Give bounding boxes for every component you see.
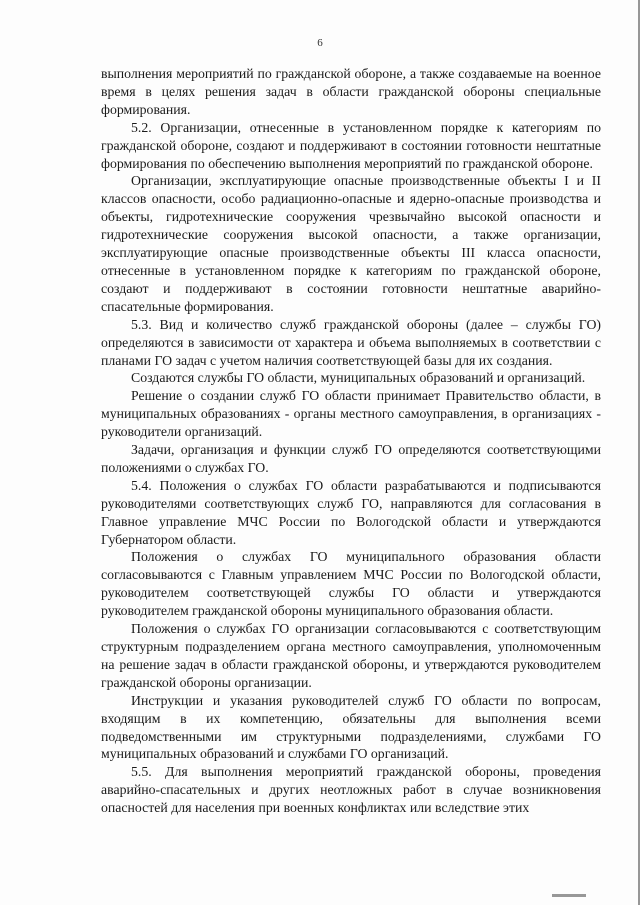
paragraph-instructions: Инструкции и указания руководителей служб ГО области по вопросам, входящим в их компетенцию, обязательны для выполнения всеми подведомственными им структурными подразделениями, службами ГО муниципальных образований и службами ГО организаций.	[101, 692, 601, 762]
paragraph-5-4: 5.4. Положения о службах ГО области разрабатываются и подписываются руководителями соответствующих служб ГО, направляются для согласования в Главное управление МЧС России по Вологодской области и утверждаются Губернатором области.	[101, 477, 601, 547]
paragraph-organization-regulations: Положения о службах ГО организации согласовываются с соответствующим структурным подразделением органа местного самоуправления, уполномоченным на решение задач в области гражданской обороны, и утверждаются руководителем гражданской обороны организации.	[101, 621, 601, 690]
page-number: 6	[317, 37, 323, 49]
paragraph-5-5: 5.5. Для выполнения мероприятий гражданской обороны, проведения аварийно-спасательных и других неотложных работ в случае возникновения опасностей для населения при военных конфликтах или вследствие этих	[101, 764, 601, 816]
document-body	[101, 65, 601, 817]
paragraph-tasks: Задачи, организация и функции служб ГО определяются соответствующими положениями о службах ГО.	[101, 442, 601, 475]
scan-artifact-mark	[552, 894, 586, 897]
paragraph-decision: Решение о создании служб ГО области принимает Правительство области, в муниципальных образованиях - органы местного самоуправления, в организациях - руководители организаций.	[101, 388, 601, 440]
paragraph-5-2: 5.2. Организации, отнесенные в установленном порядке к категориям по гражданской обороне, создают и поддерживают в состоянии готовности нештатные формирования по обеспечению выполнения мероприятий по гражданской обороне.	[101, 119, 601, 171]
paragraph-5-3: 5.3. Вид и количество служб гражданской обороны (далее – службы ГО) определяются в зависимости от характера и объема выполняемых в соответствии с планами ГО задач с учетом наличия соответствующей базы для их создания.	[101, 316, 601, 368]
paragraph-hazardous-objects: Организации, эксплуатирующие опасные производственные объекты I и II классов опасности, особо радиационно-опасные и ядерно-опасные производства и объекты, гидротехнические сооружения чрезвычайно высокой опасности и гидротехнические сооружения высокой опасности, а также организации, эксплуатирующие опасные производственные объекты III класса опасности, отнесенные в установленном порядке к категориям по гражданской обороне, создают и поддерживают в состоянии готовности нештатные аварийно-спасательные формирования.	[101, 173, 601, 314]
paragraph-continuation: выполнения мероприятий по гражданской обороне, а также создаваемые на военное время в целях решения задач в области гражданской обороны специальные формирования.	[101, 66, 601, 117]
paragraph-municipal-regulations: Положения о службах ГО муниципального образования области согласовываются с Главным управлением МЧС России по Вологодской области, руководителем соответствующей службы ГО области и утверждаются руководителем гражданской обороны муниципального образования области.	[101, 549, 601, 619]
paragraph-services-created: Создаются службы ГО области, муниципальных образований и организаций.	[131, 370, 586, 386]
